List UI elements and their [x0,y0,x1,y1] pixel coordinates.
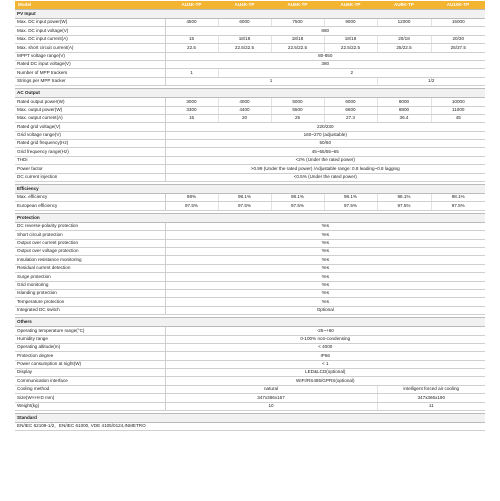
spec-value: intelligent forced air cooling [377,385,485,393]
table-row [15,385,485,393]
spec-value: 27.3 [324,114,377,122]
spec-value: 8000 [377,98,431,106]
spec-value: 11000 [431,106,485,114]
spec-value: 4400 [218,106,271,114]
model-label: Model [15,1,165,10]
spec-value: 9000 [324,19,377,27]
spec-label: Rated grid frequency(Hz) [15,140,165,148]
spec-label: Integrated DC switch [15,306,165,314]
table-row [15,327,485,335]
table-row [15,289,485,297]
table-row [15,343,485,351]
section-header [15,89,485,98]
spec-value: WIFI/RS485/GPRS(optional) [165,377,485,385]
spec-label: Protection degree [15,352,165,360]
spec-value: Yes [165,289,485,297]
model-name: AU4K-TP [218,1,271,10]
spec-label: Rated output power(W) [15,98,165,106]
spec-value: 4500 [165,19,218,27]
spec-value: 0-100% non-condensing [165,335,485,343]
spec-value: < 4000 [165,343,485,351]
table-row [15,123,485,131]
spec-label: Rated DC input voltage(V) [15,60,165,68]
spec-value: 2 [218,69,485,77]
spec-value: Yes [165,281,485,289]
spec-value: >0.99 (Under the rated power) /Adjustable range: 0.8 leading~0.8 lagging [165,165,485,173]
spec-label: Grid voltage range(V) [15,131,165,139]
spec-value: <0.5% (Under the rated power) [165,173,485,181]
spec-value: 98.1% [324,194,377,202]
spec-label: Max. short circuit current(A) [15,44,165,52]
spec-value: Yes [165,247,485,255]
section-header [15,185,485,194]
spec-value: 22.5/22.5 [324,44,377,52]
table-row [15,44,485,52]
table-row [15,377,485,385]
spec-value: Yes [165,264,485,272]
spec-value: 15 [165,35,218,43]
table-row [15,306,485,314]
spec-value: 4000 [218,98,271,106]
table-row [15,256,485,264]
section-title: Protection [15,213,485,222]
table-row [15,148,485,156]
spec-label: Operating temperature range(°C) [15,327,165,335]
spec-value: 22.5/22.5 [218,44,271,52]
spec-value: 98.1% [377,194,431,202]
spec-value: Optional [165,306,485,314]
spec-value: 15 [165,114,218,122]
section-header [15,318,485,327]
spec-label: THDi [15,156,165,164]
table-row [15,369,485,377]
spec-label: Weight(kg) [15,402,165,410]
spec-value: 5000 [271,98,324,106]
spec-value: 25/37.5 [431,44,485,52]
spec-value: 97.5% [165,202,218,210]
spec-value: 20/30 [431,35,485,43]
table-row [15,281,485,289]
section-title: AC Output [15,89,485,98]
spec-label: Max. DC input current(A) [15,35,165,43]
spec-value: 880 [165,27,485,35]
table-row [15,98,485,106]
table-row [15,173,485,181]
spec-value: 8800 [377,106,431,114]
table-row [15,140,485,148]
section-header [15,213,485,222]
spec-value: 1 [165,69,218,77]
table-row [15,239,485,247]
spec-value: 6000 [218,19,271,27]
spec-value: 22.5 [165,44,218,52]
table-row [15,202,485,210]
spec-value: 80-850 [165,52,485,60]
spec-label: Temperature protection [15,298,165,306]
section-header [15,10,485,19]
spec-value: 18/18 [271,35,324,43]
table-row [15,335,485,343]
table-row [15,77,485,85]
spec-value: 97.5% [271,202,324,210]
table-row [15,35,485,43]
table-row [15,298,485,306]
spec-label: Power factor [15,165,165,173]
table-row [15,27,485,35]
table-row [15,264,485,272]
model-name: AU10K-TP [431,1,485,10]
table-row [15,352,485,360]
model-header-row [15,1,485,10]
spec-value: 98.1% [431,194,485,202]
spec-body [15,10,485,431]
spec-value: 3000 [165,98,218,106]
spec-value: 36.4 [377,114,431,122]
spec-value: 7500 [271,19,324,27]
spec-value: 347x366x190 [377,394,485,402]
standard-row [15,423,485,431]
model-name: AU3K-TP [165,1,218,10]
table-row [15,194,485,202]
spec-value: 20 [218,114,271,122]
spec-value: 97.5% [431,202,485,210]
spec-label: Islanding protection [15,289,165,297]
spec-value: IP66 [165,352,485,360]
spec-label: Max. output power(W) [15,106,165,114]
table-row [15,273,485,281]
spec-label: Max. DC input voltage(V) [15,27,165,35]
table-row [15,156,485,164]
spec-value: Yes [165,231,485,239]
spec-value: Yes [165,298,485,306]
spec-value: Yes [165,273,485,281]
table-row [15,52,485,60]
standard-text: EN/IEC 62109-1/2，EN/IEC 61000, VDE 4105/0124,INMETRO [15,423,485,431]
spec-label: Power consumption at night(W) [15,360,165,368]
spec-label: Communication interface [15,377,165,385]
datasheet [15,1,485,485]
model-name: AU6K-TP [324,1,377,10]
spec-value: LED&LCD(optional) [165,369,485,377]
spec-value: 18/18 [324,35,377,43]
spec-value: <2% (Under the rated power) [165,156,485,164]
spec-label: Output over current protection [15,239,165,247]
table-row [15,19,485,27]
model-name: AU8K-TP [377,1,431,10]
spec-label: Insulation resistance monitoring [15,256,165,264]
spec-value: 1/2 [377,77,485,85]
spec-value: 15000 [431,19,485,27]
spec-label: Residual current detection [15,264,165,272]
spec-value: 1 [165,77,377,85]
spec-value: -25~+60 [165,327,485,335]
table-row [15,165,485,173]
spec-value: 6600 [324,106,377,114]
spec-value: 18/18 [218,35,271,43]
table-row [15,60,485,68]
spec-value: 45 [431,114,485,122]
table-row [15,247,485,255]
section-title: Efficiency [15,185,485,194]
table-row [15,402,485,410]
spec-value: 98% [165,194,218,202]
spec-label: Number of MPP trackers [15,69,165,77]
spec-value: Yes [165,222,485,230]
table-row [15,231,485,239]
spec-value: 220/230 [165,123,485,131]
spec-label: Surge protection [15,273,165,281]
spec-label: DC current injection [15,173,165,181]
spec-value: 25/22.5 [377,44,431,52]
spec-value: 45~55/55~65 [165,148,485,156]
spec-label: Output over voltage protection [15,247,165,255]
table-row [15,131,485,139]
table-row [15,360,485,368]
spec-label: Display [15,369,165,377]
section-header [15,414,485,423]
spec-label: Max. efficiency [15,194,165,202]
spec-label: MPPT voltage range(V) [15,52,165,60]
spec-value: 98.1% [218,194,271,202]
model-name: AU5K-TP [271,1,324,10]
spec-value: 3300 [165,106,218,114]
spec-value: 160~270 (adjustable) [165,131,485,139]
spec-value: 22.5/22.5 [271,44,324,52]
spec-value: 380 [165,60,485,68]
spec-value: natural [165,385,377,393]
spec-value: 50/60 [165,140,485,148]
table-row [15,222,485,230]
spec-label: European efficiency [15,202,165,210]
spec-label: Strings per MPP tracker [15,77,165,85]
spec-value: 6000 [324,98,377,106]
spec-value: 97.5% [218,202,271,210]
spec-value: Yes [165,256,485,264]
table-row [15,106,485,114]
spec-value: 20/18 [377,35,431,43]
spec-value: 97.5% [377,202,431,210]
spec-value: 11 [377,402,485,410]
spec-value: 97.5% [324,202,377,210]
section-title: Standard [15,414,485,423]
spec-table [15,1,485,431]
spec-label: Grid frequency range(Hz) [15,148,165,156]
spec-label: Rated grid voltage(V) [15,123,165,131]
section-title: PV Input [15,10,485,19]
spec-label: Humidity range [15,335,165,343]
spec-label: DC reverse-polarity protection [15,222,165,230]
spec-value: 10 [165,402,377,410]
spec-label: Short circuit protection [15,231,165,239]
spec-value: 12000 [377,19,431,27]
spec-value: 98.1% [271,194,324,202]
spec-value: 10000 [431,98,485,106]
spec-value: Yes [165,239,485,247]
spec-label: Max. DC input power(W) [15,19,165,27]
spec-value: 347x366x167 [165,394,377,402]
spec-label: Cooling method [15,385,165,393]
table-row [15,114,485,122]
spec-value: 5500 [271,106,324,114]
spec-value: 25 [271,114,324,122]
spec-label: Operating altitude(m) [15,343,165,351]
spec-value: < 1 [165,360,485,368]
spec-label: Size(W×H×D mm) [15,394,165,402]
spec-label: Grid monitoring [15,281,165,289]
section-title: Others [15,318,485,327]
table-row [15,394,485,402]
spec-label: Max. output current(A) [15,114,165,122]
table-row [15,69,485,77]
